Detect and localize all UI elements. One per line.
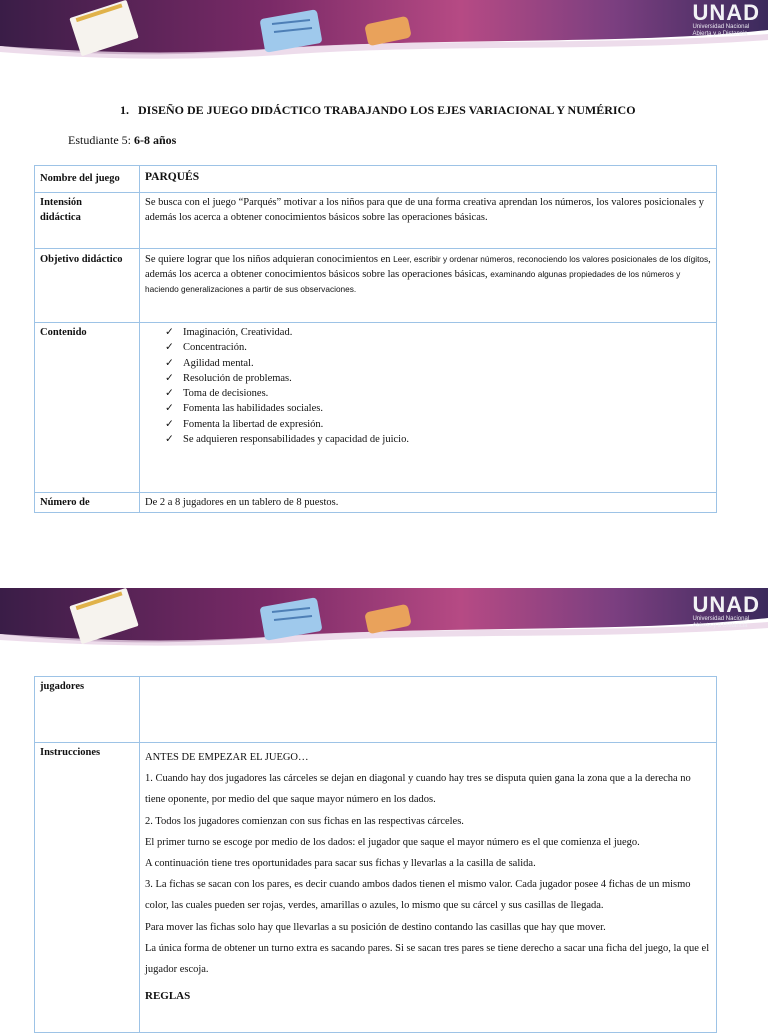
banner-art [0,0,768,62]
reglas-heading: REGLAS [145,990,191,1003]
checkmark-icon: ✓ [165,418,174,430]
contenido-item: ✓ Toma de decisiones. [165,386,711,401]
student-age: 6-8 años [134,133,177,147]
table-row [35,193,717,249]
checkmark-icon: ✓ [165,327,174,338]
checkmark-icon: ✓ [165,342,174,354]
checkmark-icon: ✓ [165,357,174,369]
objetivo-text: Se quiere lograr que los niños adquieran conocimientos en Leer, escribir y ordenar números, reconociendo los valores posicionales de los dígitos, además los acerca a obtener conocimientos básicos sobre las operaciones básicas, examinando algunas propiedades de los números y haciendo generalizaciones a partir de sus observaciones. [140,249,717,323]
header-banner [0,0,768,62]
instruction-line: A continuación tiene tres oportunidades para sacar sus fichas y llevarlas a la casilla de salida. [145,858,536,870]
student-label: Estudiante 5: [68,133,134,147]
document-title: 1. DISEÑO DE JUEGO DIDÁCTICO TRABAJANDO LOS EJES VARIACIONAL Y NUMÉRICO [120,103,636,117]
game-name: PARQUÉS [140,166,717,193]
intension-text: Se busca con el juego “Parqués” motivar a los niños para que de una forma creativa aprendan los números, los valores posicionales y además los acerca a obtener conocimientos básicos sobre las operaciones básicas. [140,193,717,249]
instruction-line: ANTES DE EMPEZAR EL JUEGO… [145,752,309,763]
student-line [68,133,176,148]
checkmark-icon: ✓ [165,403,174,415]
row-label-contenido: Contenido [35,323,140,493]
row-label-objetivo: Objetivo didáctico [35,249,140,323]
logo-subtitle-2: Abierta y a Distancia [692,623,748,629]
logo-subtitle-2: Abierta y a Distancia [692,31,748,37]
logo-subtitle-1: Universidad Nacional [692,24,750,30]
table-row [35,743,717,1033]
game-table-part2 [34,676,717,1033]
row-label-nombre: Nombre del juego [35,166,140,193]
row-label-intension: Intensión didáctica [35,193,140,249]
game-table-part1 [34,165,717,513]
instruction-line: 2. Todos los jugadores comienzan con sus fichas en las respectivas cárceles. [145,815,464,827]
instruction-line: Para mover las fichas solo hay que llevarlas a su posición de destino contando las casillas que hay que mover. [145,921,606,933]
contenido-item: ✓ Imaginación, Creatividad. [165,325,711,340]
contenido-item: ✓ Resolución de problemas. [165,371,711,386]
instrucciones-text [145,747,711,980]
instruction-line: El primer turno se escoge por medio de los dados: el jugador que saque el mayor número es el que comienza el juego. [145,836,640,848]
checkmark-icon: ✓ [165,372,174,384]
checkmark-icon: ✓ [165,388,174,400]
numero-text: De 2 a 8 jugadores en un tablero de 8 puestos. [140,493,717,513]
logo-subtitle-1: Universidad Nacional [692,616,750,622]
checkmark-icon: ✓ [165,434,174,446]
row-label-instrucciones: Instrucciones [35,743,140,1033]
table-row [35,677,717,743]
header-banner-page2 [0,588,768,648]
contenido-item: ✓ Agilidad mental. [165,356,711,371]
table-row [35,323,717,493]
page-gap [0,518,768,588]
unad-logo [692,2,760,38]
table-row [35,166,717,193]
row-label-jugadores: jugadores [35,677,140,743]
banner-art-2 [0,588,768,648]
instruction-line: 3. La fichas se sacan con los pares, es decir cuando ambos dados tienen el mismo valor. Cada jugador posee 4 fichas de un mismo color, las cuales pueden ser rojas, verdes, amarillas o azules, lo mismo que su cárcel y sus casillas de llegada. [145,879,691,912]
instruction-line: La única forma de obtener un turno extra es sacando pares. Si se sacan tres pares se tiene derecho a sacar una ficha del juego, la que el jugador escoja. [145,942,710,976]
row-label-numero: Número de [35,493,140,513]
logo-text: UNAD [692,0,760,25]
table-row [35,249,717,323]
unad-logo-2 [692,594,760,630]
jugadores-cell [140,677,717,743]
contenido-item: ✓ Se adquieren responsabilidades y capacidad de juicio. [165,432,711,447]
contenido-list [145,325,711,447]
instrucciones-cell [140,743,717,1033]
contenido-item: ✓ Concentración. [165,340,711,355]
contenido-item: ✓ Fomenta la libertad de expresión. [165,417,711,432]
logo-text: UNAD [692,592,760,617]
contenido-item: ✓ Fomenta las habilidades sociales. [165,401,711,416]
instruction-line: 1. Cuando hay dos jugadores las cárceles se dejan en diagonal y cuando hay tres se disputa quien gana la zona que a la derecha no tiene oponente, por medio del que saque mayor número en los dados. [145,773,691,806]
contenido-cell [140,323,717,493]
table-row [35,493,717,513]
